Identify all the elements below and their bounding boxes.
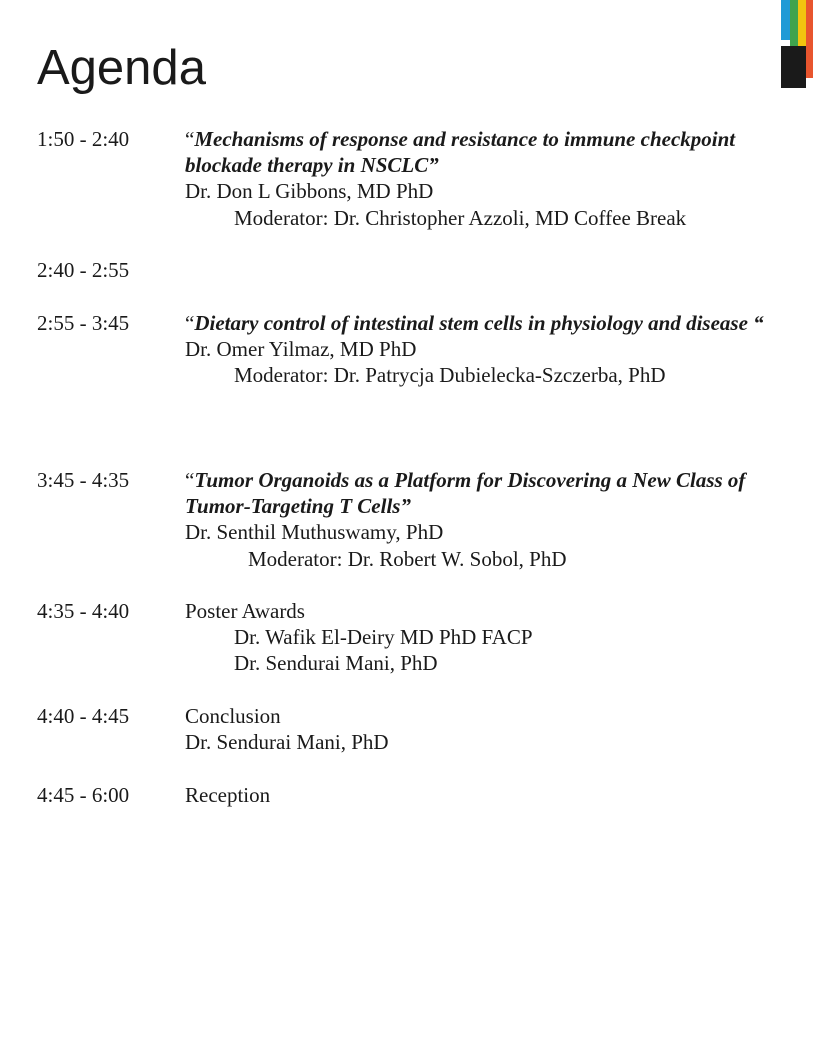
open-quote: “ xyxy=(185,127,195,151)
entry-time: 1:50 - 2:40 xyxy=(37,127,130,151)
session-label: Poster Awards xyxy=(185,599,305,623)
talk-title xyxy=(185,467,765,519)
entry-time: 4:40 - 4:45 xyxy=(37,704,130,728)
entry-time: 2:40 - 2:55 xyxy=(37,258,130,282)
page-title: Agenda xyxy=(37,41,206,95)
entry-time: 4:45 - 6:00 xyxy=(37,783,130,807)
logo-bar-blue xyxy=(781,0,790,40)
moderator-name: Moderator: Dr. Patrycja Dubielecka-Szczerba, PhD xyxy=(234,363,666,388)
speaker-name: Dr. Senthil Muthuswamy, PhD xyxy=(185,520,444,545)
open-quote: “ xyxy=(185,468,195,492)
session-label: Conclusion xyxy=(185,704,281,728)
speaker-name: Dr. Omer Yilmaz, MD PhD xyxy=(185,337,417,362)
moderator-name: Moderator: Dr. Christopher Azzoli, MD Coffee Break xyxy=(234,205,687,230)
speaker-name: Dr. Sendurai Mani, PhD xyxy=(185,730,389,755)
talk-title xyxy=(185,126,765,178)
entry-time: 4:35 - 4:40 xyxy=(37,599,130,623)
logo-base-black xyxy=(781,46,806,88)
logo-bar-orange xyxy=(806,0,813,78)
speaker-name: Dr. Don L Gibbons, MD PhD xyxy=(185,179,434,204)
talk-title-text: Tumor Organoids as a Platform for Discovering a New Class of Tumor-Targeting T Cells” xyxy=(185,468,746,519)
entry-content xyxy=(185,598,765,677)
talk-title-text: Dietary control of intestinal stem cells in physiology and disease “ xyxy=(194,311,764,335)
talk-title xyxy=(185,310,765,336)
brand-logo xyxy=(781,0,813,88)
entry-time: 3:45 - 4:35 xyxy=(37,468,130,492)
open-quote: “ xyxy=(185,311,195,335)
entry-content xyxy=(185,126,765,231)
entry-content xyxy=(185,782,765,808)
entry-time: 2:55 - 3:45 xyxy=(37,311,130,335)
presenter-name: Dr. Wafik El-Deiry MD PhD FACP xyxy=(234,625,533,650)
presenter-name: Dr. Sendurai Mani, PhD xyxy=(234,651,438,676)
talk-title-text: Mechanisms of response and resistance to immune checkpoint blockade therapy in NSCLC” xyxy=(185,127,736,178)
session-label: Reception xyxy=(185,783,271,807)
entry-content xyxy=(185,703,765,755)
entry-content xyxy=(185,310,765,389)
entry-content xyxy=(185,467,765,572)
moderator-name: Moderator: Dr. Robert W. Sobol, PhD xyxy=(248,546,567,571)
